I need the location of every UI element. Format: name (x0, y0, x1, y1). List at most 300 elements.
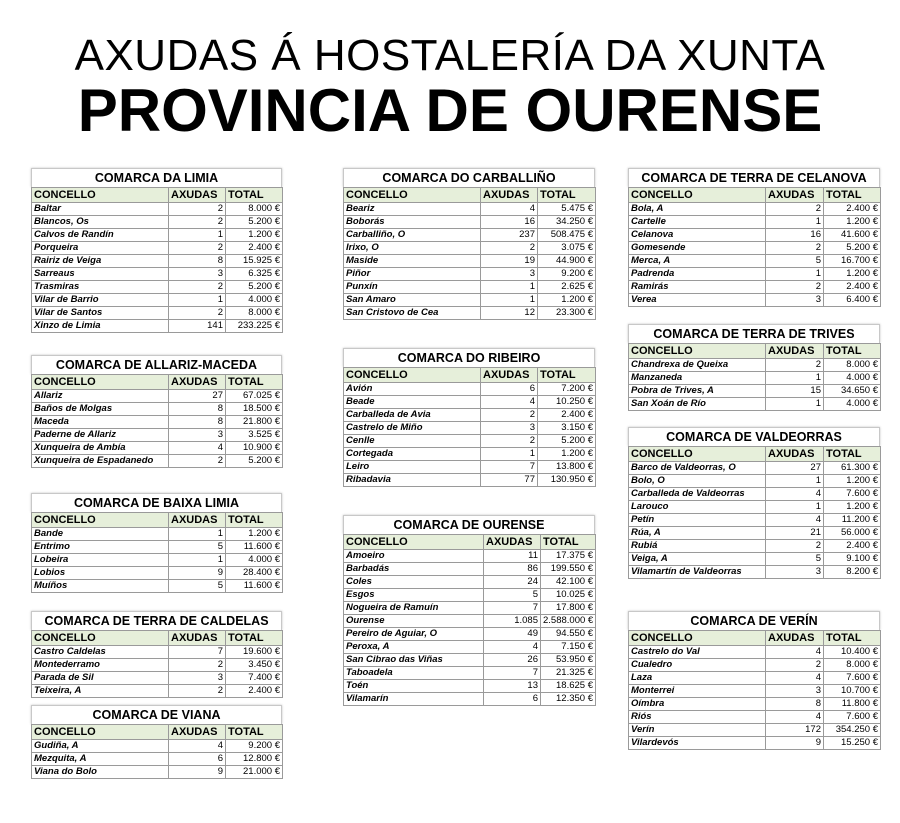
concello-cell: San Cristovo de Cea (344, 307, 481, 320)
comarca-table (343, 168, 595, 320)
table-row (32, 429, 283, 442)
table-row (629, 685, 881, 698)
table-row (629, 462, 881, 475)
total-cell: 10.900 € (226, 442, 283, 455)
total-cell: 8.200 € (824, 566, 881, 579)
concello-cell: Baños de Molgas (32, 403, 169, 416)
comarca-title: COMARCA DE ALLARIZ-MACEDA (31, 355, 282, 374)
total-cell: 6.400 € (824, 294, 881, 307)
axudas-cell: 1 (169, 528, 226, 541)
total-cell: 34.650 € (824, 385, 881, 398)
total-cell: 6.325 € (226, 268, 283, 281)
axudas-cell: 5 (484, 589, 541, 602)
concello-cell: Beariz (344, 203, 481, 216)
axudas-cell: 3 (766, 566, 824, 579)
axudas-cell: 6 (484, 693, 541, 706)
total-cell: 23.300 € (538, 307, 596, 320)
concello-cell: Porqueira (32, 242, 169, 255)
axudas-cell: 2 (766, 203, 824, 216)
table-row (32, 229, 283, 242)
axudas-cell: 77 (481, 474, 538, 487)
table-row (32, 403, 283, 416)
axudas-cell: 4 (484, 641, 541, 654)
concello-cell: Calvos de Randín (32, 229, 169, 242)
column-header-concello: CONCELLO (32, 631, 169, 646)
axudas-cell: 2 (169, 281, 226, 294)
comarca-title: COMARCA DE VALDEORRAS (628, 427, 880, 446)
concello-cell: Xunqueira de Ambía (32, 442, 169, 455)
concello-cell: Castrelo de Miño (344, 422, 481, 435)
total-cell: 19.600 € (226, 646, 283, 659)
table-row (344, 615, 596, 628)
total-cell: 7.600 € (824, 488, 881, 501)
table-row (344, 229, 596, 242)
concello-cell: Amoeiro (344, 550, 484, 563)
axudas-cell: 27 (169, 390, 226, 403)
concello-cell: Barbadás (344, 563, 484, 576)
total-cell: 7.150 € (541, 641, 596, 654)
total-cell: 17.375 € (541, 550, 596, 563)
table-row (32, 646, 283, 659)
total-cell: 10.250 € (538, 396, 596, 409)
table-row (344, 396, 596, 409)
comarca-table (31, 705, 282, 779)
total-cell: 2.625 € (538, 281, 596, 294)
total-cell: 7.200 € (538, 383, 596, 396)
axudas-cell: 21 (766, 527, 824, 540)
concello-cell: Veiga, A (629, 553, 766, 566)
axudas-cell: 86 (484, 563, 541, 576)
table-row (344, 693, 596, 706)
column-header-concello: CONCELLO (629, 188, 766, 203)
total-cell: 28.400 € (226, 567, 283, 580)
concello-cell: Castro Caldelas (32, 646, 169, 659)
total-cell: 130.950 € (538, 474, 596, 487)
total-cell: 5.200 € (538, 435, 596, 448)
table-row (32, 242, 283, 255)
concello-cell: Teixeira, A (32, 685, 169, 698)
total-cell: 199.550 € (541, 563, 596, 576)
column-header-total: TOTAL (226, 725, 283, 740)
table-row (629, 385, 881, 398)
comarca-title: COMARCA DE VIANA (31, 705, 282, 724)
concello-cell: Carballeda de Valdeorras (629, 488, 766, 501)
table-row (629, 203, 881, 216)
concello-cell: Carballeda de Avia (344, 409, 481, 422)
total-cell: 3.525 € (226, 429, 283, 442)
concello-cell: Monterrei (629, 685, 766, 698)
concello-cell: Xunqueira de Espadanedo (32, 455, 169, 468)
total-cell: 21.000 € (226, 766, 283, 779)
table-row (32, 740, 283, 753)
column-header-axudas: AXUDAS (766, 188, 824, 203)
table-row (344, 654, 596, 667)
concello-cell: Rúa, A (629, 527, 766, 540)
total-cell: 41.600 € (824, 229, 881, 242)
column-header-concello: CONCELLO (344, 188, 481, 203)
concello-cell: Mezquita, A (32, 753, 169, 766)
axudas-cell: 2 (766, 281, 824, 294)
column-header-concello: CONCELLO (32, 188, 169, 203)
axudas-cell: 4 (766, 711, 824, 724)
column-header-concello: CONCELLO (344, 368, 481, 383)
axudas-cell: 2 (481, 242, 538, 255)
column-header-total: TOTAL (824, 631, 881, 646)
concello-cell: Carballiño, O (344, 229, 481, 242)
column-header-axudas: AXUDAS (481, 188, 538, 203)
table-row (629, 216, 881, 229)
axudas-cell: 3 (169, 268, 226, 281)
axudas-cell: 4 (481, 203, 538, 216)
concello-cell: Beade (344, 396, 481, 409)
total-cell: 15.925 € (226, 255, 283, 268)
axudas-cell: 1 (481, 281, 538, 294)
total-cell: 508.475 € (538, 229, 596, 242)
axudas-cell: 4 (766, 672, 824, 685)
table-row (344, 461, 596, 474)
table-row (32, 320, 283, 333)
table-row (629, 514, 881, 527)
axudas-cell: 2 (481, 409, 538, 422)
total-cell: 8.000 € (226, 307, 283, 320)
total-cell: 10.400 € (824, 646, 881, 659)
axudas-cell: 2 (766, 659, 824, 672)
axudas-cell: 6 (169, 753, 226, 766)
comarca-table (31, 611, 282, 698)
axudas-cell: 8 (169, 255, 226, 268)
table-row (629, 646, 881, 659)
table-row (32, 554, 283, 567)
column-header-axudas: AXUDAS (169, 631, 226, 646)
table-row (32, 580, 283, 593)
comarca-table (628, 168, 880, 307)
concello-cell: Ribadavia (344, 474, 481, 487)
column-header-total: TOTAL (541, 535, 596, 550)
column-header-axudas: AXUDAS (169, 513, 226, 528)
concello-cell: Parada de Sil (32, 672, 169, 685)
concello-cell: Avión (344, 383, 481, 396)
column-header-concello: CONCELLO (32, 725, 169, 740)
axudas-cell: 1 (766, 268, 824, 281)
concello-cell: Manzaneda (629, 372, 766, 385)
axudas-cell: 11 (484, 550, 541, 563)
total-cell: 8.000 € (824, 659, 881, 672)
concello-cell: Trasmiras (32, 281, 169, 294)
table-row (629, 501, 881, 514)
axudas-cell: 4 (766, 488, 824, 501)
total-cell: 34.250 € (538, 216, 596, 229)
concello-cell: Gomesende (629, 242, 766, 255)
column-header-total: TOTAL (824, 447, 881, 462)
concello-cell: Rairiz de Veiga (32, 255, 169, 268)
axudas-cell: 3 (766, 685, 824, 698)
total-cell: 13.800 € (538, 461, 596, 474)
table-row (344, 422, 596, 435)
axudas-cell: 1 (766, 398, 824, 411)
total-cell: 42.100 € (541, 576, 596, 589)
concello-cell: Petín (629, 514, 766, 527)
comarca-title: COMARCA DE VERÍN (628, 611, 880, 630)
table-row (629, 242, 881, 255)
table-row (344, 242, 596, 255)
comarca-table (31, 355, 282, 468)
concello-cell: Leiro (344, 461, 481, 474)
concello-cell: Irixo, O (344, 242, 481, 255)
table-row (32, 281, 283, 294)
axudas-cell: 4 (766, 646, 824, 659)
concello-cell: Taboadela (344, 667, 484, 680)
axudas-cell: 1 (481, 448, 538, 461)
comarca-table (343, 348, 595, 487)
total-cell: 11.800 € (824, 698, 881, 711)
table-row (344, 255, 596, 268)
concello-cell: Castrelo do Val (629, 646, 766, 659)
table-row (32, 294, 283, 307)
total-cell: 16.700 € (824, 255, 881, 268)
concello-cell: San Amaro (344, 294, 481, 307)
comarca-title: COMARCA DE OURENSE (343, 515, 595, 534)
axudas-cell: 2 (766, 359, 824, 372)
concello-cell: Punxín (344, 281, 481, 294)
total-cell: 5.200 € (226, 281, 283, 294)
concello-cell: Blancos, Os (32, 216, 169, 229)
table-row (32, 216, 283, 229)
axudas-cell: 2 (169, 203, 226, 216)
total-cell: 5.200 € (824, 242, 881, 255)
axudas-cell: 5 (766, 255, 824, 268)
table-row (32, 203, 283, 216)
table-row (344, 435, 596, 448)
total-cell: 354.250 € (824, 724, 881, 737)
total-cell: 2.400 € (226, 242, 283, 255)
concello-cell: Sarreaus (32, 268, 169, 281)
concello-cell: Cortegada (344, 448, 481, 461)
total-cell: 56.000 € (824, 527, 881, 540)
axudas-cell: 27 (766, 462, 824, 475)
concello-cell: Merca, A (629, 255, 766, 268)
axudas-cell: 6 (481, 383, 538, 396)
table-row (32, 685, 283, 698)
column-header-axudas: AXUDAS (766, 631, 824, 646)
comarca-table (628, 427, 880, 579)
column-header-concello: CONCELLO (629, 447, 766, 462)
total-cell: 4.000 € (824, 398, 881, 411)
axudas-cell: 3 (481, 268, 538, 281)
concello-cell: Viana do Bolo (32, 766, 169, 779)
comarca-table (31, 168, 282, 333)
concello-cell: Maceda (32, 416, 169, 429)
concello-cell: Chandrexa de Queixa (629, 359, 766, 372)
table-row (32, 455, 283, 468)
column-header-total: TOTAL (824, 188, 881, 203)
total-cell: 8.000 € (824, 359, 881, 372)
concello-cell: Coles (344, 576, 484, 589)
table-row (344, 474, 596, 487)
total-cell: 9.100 € (824, 553, 881, 566)
axudas-cell: 8 (169, 416, 226, 429)
column-header-total: TOTAL (226, 375, 283, 390)
total-cell: 11.200 € (824, 514, 881, 527)
concello-cell: Lobeira (32, 554, 169, 567)
table-row (629, 372, 881, 385)
column-header-axudas: AXUDAS (484, 535, 541, 550)
axudas-cell: 3 (481, 422, 538, 435)
axudas-cell: 7 (484, 602, 541, 615)
table-row (32, 416, 283, 429)
axudas-cell: 1 (766, 501, 824, 514)
table-row (344, 563, 596, 576)
axudas-cell: 13 (484, 680, 541, 693)
axudas-cell: 4 (481, 396, 538, 409)
table-row (32, 766, 283, 779)
concello-cell: Baltar (32, 203, 169, 216)
table-row (32, 255, 283, 268)
table-row (32, 567, 283, 580)
concello-cell: Paderne de Allariz (32, 429, 169, 442)
axudas-cell: 19 (481, 255, 538, 268)
concello-cell: Allariz (32, 390, 169, 403)
concello-cell: Verín (629, 724, 766, 737)
axudas-cell: 4 (766, 514, 824, 527)
table-row (344, 589, 596, 602)
table-row (344, 641, 596, 654)
total-cell: 3.075 € (538, 242, 596, 255)
total-cell: 1.200 € (226, 528, 283, 541)
concello-cell: Ramirás (629, 281, 766, 294)
concello-cell: Entrimo (32, 541, 169, 554)
table-row (344, 602, 596, 615)
axudas-cell: 3 (766, 294, 824, 307)
table-row (629, 475, 881, 488)
axudas-cell: 1 (766, 372, 824, 385)
total-cell: 1.200 € (824, 216, 881, 229)
total-cell: 61.300 € (824, 462, 881, 475)
total-cell: 18.500 € (226, 403, 283, 416)
table-row (32, 390, 283, 403)
concello-cell: Xinzo de Limia (32, 320, 169, 333)
total-cell: 21.325 € (541, 667, 596, 680)
total-cell: 9.200 € (226, 740, 283, 753)
axudas-cell: 1 (766, 216, 824, 229)
axudas-cell: 172 (766, 724, 824, 737)
axudas-cell: 1 (169, 554, 226, 567)
table-row (629, 488, 881, 501)
table-row (344, 307, 596, 320)
concello-cell: Cartelle (629, 216, 766, 229)
total-cell: 7.600 € (824, 711, 881, 724)
table-row (629, 698, 881, 711)
axudas-cell: 7 (169, 646, 226, 659)
total-cell: 7.400 € (226, 672, 283, 685)
total-cell: 44.900 € (538, 255, 596, 268)
concello-cell: Maside (344, 255, 481, 268)
column-header-axudas: AXUDAS (766, 447, 824, 462)
table-row (629, 294, 881, 307)
concello-cell: Bande (32, 528, 169, 541)
table-row (629, 672, 881, 685)
total-cell: 18.625 € (541, 680, 596, 693)
total-cell: 15.250 € (824, 737, 881, 750)
page-subtitle: PROVINCIA DE OURENSE (77, 77, 823, 144)
axudas-cell: 2 (169, 455, 226, 468)
total-cell: 7.600 € (824, 672, 881, 685)
total-cell: 17.800 € (541, 602, 596, 615)
table-row (344, 628, 596, 641)
concello-cell: Montederramo (32, 659, 169, 672)
comarca-title: COMARCA DO RIBEIRO (343, 348, 595, 367)
column-header-concello: CONCELLO (32, 513, 169, 528)
table-row (629, 659, 881, 672)
total-cell: 2.400 € (824, 540, 881, 553)
axudas-cell: 2 (169, 242, 226, 255)
total-cell: 2.400 € (824, 203, 881, 216)
axudas-cell: 2 (766, 242, 824, 255)
axudas-cell: 4 (169, 740, 226, 753)
axudas-cell: 7 (484, 667, 541, 680)
concello-cell: Pobra de Trives, A (629, 385, 766, 398)
axudas-cell: 9 (766, 737, 824, 750)
concello-cell: Rubiá (629, 540, 766, 553)
axudas-cell: 1 (169, 229, 226, 242)
concello-cell: Toén (344, 680, 484, 693)
concello-cell: Vilamarín (344, 693, 484, 706)
concello-cell: Vilar de Santos (32, 307, 169, 320)
concello-cell: Vilamartín de Valdeorras (629, 566, 766, 579)
axudas-cell: 1 (481, 294, 538, 307)
axudas-cell: 5 (169, 580, 226, 593)
total-cell: 4.000 € (226, 554, 283, 567)
total-cell: 1.200 € (226, 229, 283, 242)
concello-cell: Esgos (344, 589, 484, 602)
total-cell: 1.200 € (538, 448, 596, 461)
table-row (344, 680, 596, 693)
axudas-cell: 9 (169, 567, 226, 580)
axudas-cell: 3 (169, 672, 226, 685)
axudas-cell: 2 (169, 659, 226, 672)
axudas-cell: 26 (484, 654, 541, 667)
table-row (32, 307, 283, 320)
total-cell: 10.700 € (824, 685, 881, 698)
axudas-cell: 2 (481, 435, 538, 448)
total-cell: 4.000 € (824, 372, 881, 385)
total-cell: 3.450 € (226, 659, 283, 672)
total-cell: 94.550 € (541, 628, 596, 641)
table-row (629, 553, 881, 566)
total-cell: 53.950 € (541, 654, 596, 667)
concello-cell: Oímbra (629, 698, 766, 711)
column-header-total: TOTAL (226, 631, 283, 646)
total-cell: 2.400 € (824, 281, 881, 294)
comarca-table (628, 611, 880, 750)
table-row (32, 442, 283, 455)
axudas-cell: 12 (481, 307, 538, 320)
total-cell: 11.600 € (226, 541, 283, 554)
total-cell: 5.200 € (226, 216, 283, 229)
column-header-concello: CONCELLO (629, 344, 766, 359)
table-row (629, 540, 881, 553)
concello-cell: Muíños (32, 580, 169, 593)
axudas-cell: 8 (766, 698, 824, 711)
table-row (32, 659, 283, 672)
axudas-cell: 2 (169, 307, 226, 320)
concello-cell: San Cibrao das Viñas (344, 654, 484, 667)
table-row (344, 216, 596, 229)
table-row (32, 672, 283, 685)
comarca-title: COMARCA DO CARBALLIÑO (343, 168, 595, 187)
total-cell: 2.588.000 € (541, 615, 596, 628)
axudas-cell: 2 (169, 216, 226, 229)
table-row (344, 281, 596, 294)
